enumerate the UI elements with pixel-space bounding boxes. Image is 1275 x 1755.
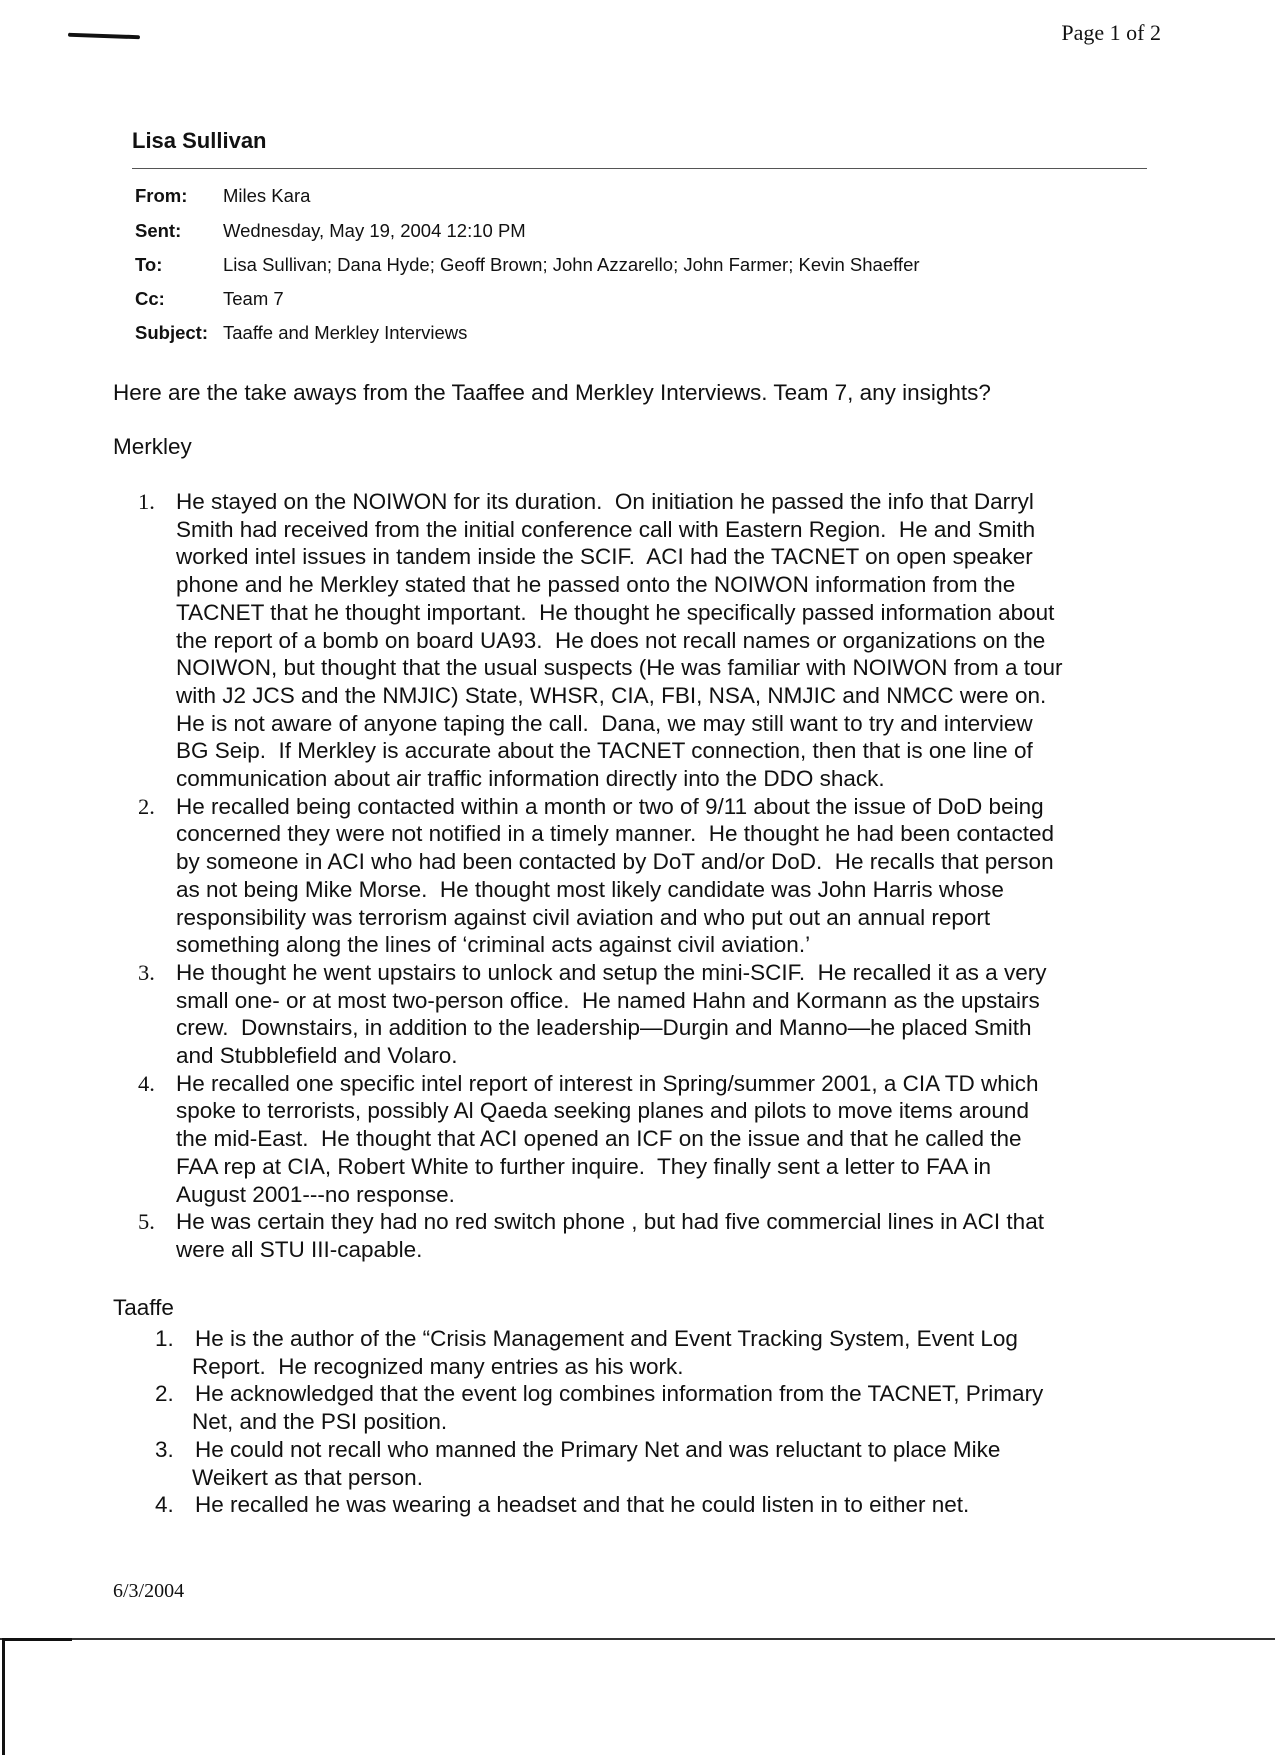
scan-mark xyxy=(68,33,140,40)
sent-value: Wednesday, May 19, 2004 12:10 PM xyxy=(223,220,526,241)
list-item xyxy=(155,1491,1043,1519)
scan-corner-mark xyxy=(2,1638,72,1641)
text-line: the report of a bomb on board UA93. He does not recall names or organizations on the xyxy=(176,627,1046,653)
text-line: communication about air traffic information directly into the DDO shack. xyxy=(176,766,885,792)
header-from xyxy=(135,185,310,207)
cc-label: Cc: xyxy=(135,288,165,309)
list-item-text xyxy=(192,1380,1044,1435)
cc-value: Team 7 xyxy=(223,288,284,309)
text-line: were all STU III-capable. xyxy=(176,1236,423,1262)
text-line: He thought he went upstairs to unlock and setup the mini-SCIF. He recalled it as a very xyxy=(176,959,1047,985)
text-line: Weikert as that person. xyxy=(192,1464,423,1490)
text-line: He could not recall who manned the Primary Net and was reluctant to place Mike xyxy=(195,1436,1001,1462)
subject-label: Subject: xyxy=(135,322,208,343)
text-line: something along the lines of ‘criminal acts against civil aviation.’ xyxy=(176,932,811,958)
to-label: To: xyxy=(135,254,163,275)
footer-date: 6/3/2004 xyxy=(113,1580,185,1602)
taaffe-heading: Taaffe xyxy=(113,1295,174,1320)
list-item xyxy=(155,1325,1043,1380)
sent-label: Sent: xyxy=(135,220,182,241)
list-item xyxy=(155,1380,1043,1435)
text-line: He recalled he was wearing a headset and that he could listen in to either net. xyxy=(195,1492,970,1518)
text-line: as not being Mike Morse. He thought most likely candidate was John Harris whose xyxy=(176,876,1004,902)
text-line: FAA rep at CIA, Robert White to further inquire. They finally sent a letter to FAA in xyxy=(176,1153,991,1179)
text-line: Smith had received from the initial conference call with Eastern Region. He and Smith xyxy=(176,516,1036,542)
text-line: He is the author of the “Crisis Management and Event Tracking System, Event Log xyxy=(195,1326,1018,1351)
intro-paragraph: Here are the take aways from the Taaffee and Merkley Interviews. Team 7, any insights? xyxy=(113,380,991,405)
text-line: Net, and the PSI position. xyxy=(192,1409,448,1435)
text-line: He stayed on the NOIWON for its duration. On initiation he passed the info that Darryl xyxy=(176,489,1034,514)
from-label: From: xyxy=(135,185,188,206)
list-item-text xyxy=(192,1436,1043,1491)
list-item-text xyxy=(192,1325,1043,1380)
list-number: 3. xyxy=(138,959,155,985)
text-line: by someone in ACI who had been contacted by DoT and/or DoD. He recalls that person xyxy=(176,849,1054,875)
list-item-text xyxy=(176,1208,1063,1263)
text-line: crew. Downstairs, in addition to the leadership—Durgin and Manno—he placed Smith xyxy=(176,1015,1032,1041)
taaffe-list xyxy=(155,1325,1043,1519)
text-line: worked intel issues in tandem inside the SCIF. ACI had the TACNET on open speaker xyxy=(176,544,1033,570)
merkley-list xyxy=(138,488,1063,1264)
list-number: 4. xyxy=(138,1070,155,1096)
list-item xyxy=(138,1070,1063,1209)
subject-value: Taaffe and Merkley Interviews xyxy=(223,322,468,343)
list-item-text xyxy=(195,1491,1043,1519)
list-item xyxy=(138,959,1063,1070)
text-line: responsibility was terrorism against civil aviation and who put out an annual report xyxy=(176,904,991,930)
text-line: Report. He recognized many entries as his work. xyxy=(192,1353,684,1379)
text-line: He recalled being contacted within a month or two of 9/11 about the issue of DoD being xyxy=(176,793,1044,819)
list-item xyxy=(138,1208,1063,1263)
list-item-text xyxy=(176,793,1063,959)
text-line: with J2 JCS and the NMJIC) State, WHSR, CIA, FBI, NSA, NMJIC and NMCC were on. xyxy=(176,682,1047,708)
to-value: Lisa Sullivan; Dana Hyde; Geoff Brown; John Azzarello; John Farmer; Kevin Shaeffer xyxy=(223,254,920,275)
list-number: 2. xyxy=(138,793,155,819)
list-number: 2. xyxy=(155,1381,174,1407)
list-item xyxy=(138,488,1063,793)
text-line: He was certain they had no red switch phone , but had five commercial lines in ACI that xyxy=(176,1209,1044,1235)
text-line: phone and he Merkley stated that he passed onto the NOIWON information from the xyxy=(176,572,1016,598)
recipient-name: Lisa Sullivan xyxy=(132,128,267,153)
text-line: He acknowledged that the event log combines information from the TACNET, Primary xyxy=(195,1381,1044,1407)
text-line: NOIWON, but thought that the usual suspects (He was familiar with NOIWON from a tour xyxy=(176,655,1063,681)
list-number: 1. xyxy=(138,489,155,514)
header-divider xyxy=(132,168,1147,169)
text-line: the mid-East. He thought that ACI opened an ICF on the issue and that he called the xyxy=(176,1126,1022,1152)
text-line: BG Seip. If Merkley is accurate about the TACNET connection, then that is one line of xyxy=(176,738,1033,764)
list-number: 3. xyxy=(155,1436,174,1462)
merkley-heading: Merkley xyxy=(113,434,192,459)
text-line: He is not aware of anyone taping the call. Dana, we may still want to try and interview xyxy=(176,710,1033,736)
list-number: 5. xyxy=(138,1209,155,1235)
header-subject xyxy=(135,322,467,344)
text-line: spoke to terrorists, possibly Al Qaeda seeking planes and pilots to move items around xyxy=(176,1098,1029,1124)
text-line: He recalled one specific intel report of interest in Spring/summer 2001, a CIA TD which xyxy=(176,1070,1039,1096)
scan-corner-mark xyxy=(2,1640,5,1755)
text-line: TACNET that he thought important. He thought he specifically passed information about xyxy=(176,599,1055,625)
page-number: Page 1 of 2 xyxy=(1061,20,1161,45)
header-cc xyxy=(135,288,284,310)
from-value: Miles Kara xyxy=(223,185,311,206)
text-line: August 2001---no response. xyxy=(176,1181,455,1207)
scan-bottom-line xyxy=(0,1638,1275,1640)
text-line: and Stubblefield and Volaro. xyxy=(176,1043,458,1069)
header-to xyxy=(135,254,920,276)
list-number: 4. xyxy=(155,1492,174,1518)
list-item xyxy=(138,793,1063,959)
header-sent xyxy=(135,220,526,242)
list-item-text xyxy=(176,488,1063,793)
list-number: 1. xyxy=(155,1326,174,1351)
list-item xyxy=(155,1436,1043,1491)
text-line: concerned they were not notified in a timely manner. He thought he had been contacted xyxy=(176,821,1055,847)
list-item-text xyxy=(176,1070,1063,1209)
list-item-text xyxy=(176,959,1063,1070)
text-line: small one- or at most two-person office. He named Hahn and Kormann as the upstairs xyxy=(176,987,1040,1013)
